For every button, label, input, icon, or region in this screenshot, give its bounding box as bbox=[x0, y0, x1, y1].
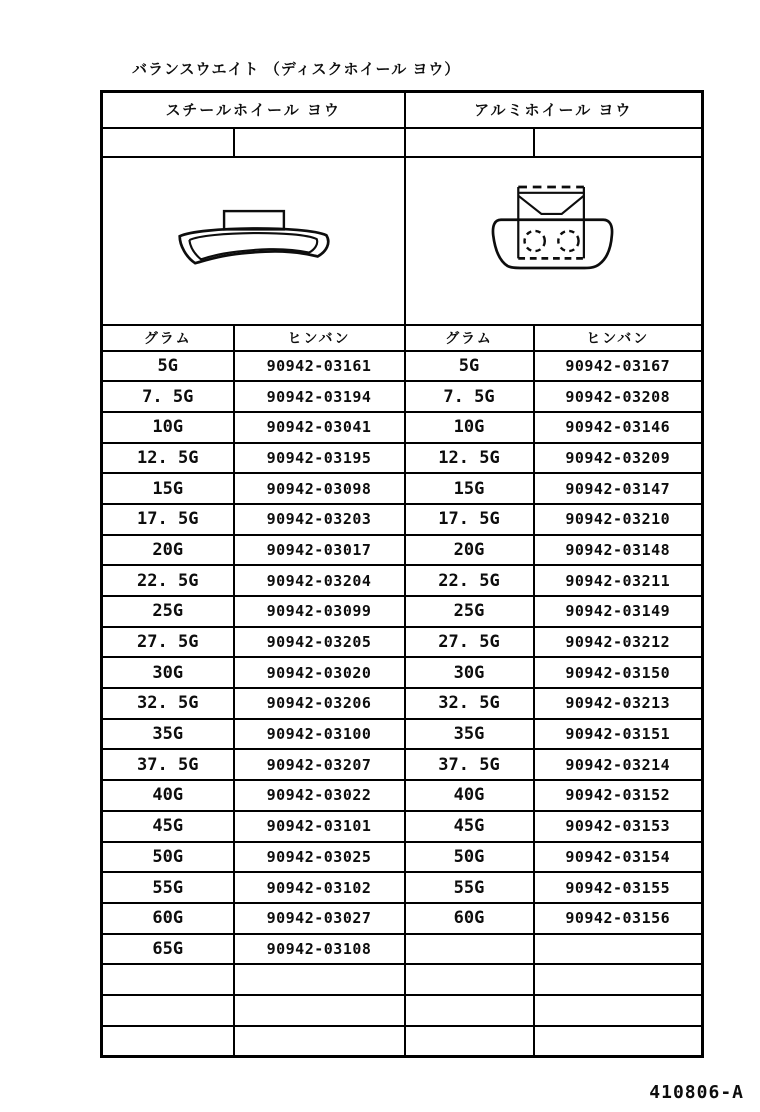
table-body bbox=[102, 351, 703, 1057]
table-row bbox=[102, 443, 703, 474]
grams-cell: 27. 5G bbox=[102, 627, 234, 658]
grams-cell: 32. 5G bbox=[405, 688, 534, 719]
steel-part-number-column-header: ヒンバン bbox=[234, 325, 405, 351]
page-title: バランスウエイト （ディスクホイール ヨウ） bbox=[132, 61, 461, 78]
part-number-cell: 90942-03161 bbox=[234, 351, 405, 382]
part-number-cell: 90942-03147 bbox=[534, 473, 703, 504]
grams-cell: 10G bbox=[102, 412, 234, 443]
group-header-row bbox=[102, 92, 703, 128]
part-number-cell bbox=[534, 934, 703, 965]
part-number-cell bbox=[234, 995, 405, 1026]
aluminum-part-number-column-header: ヒンバン bbox=[534, 325, 703, 351]
part-number-cell: 90942-03027 bbox=[234, 903, 405, 934]
grams-cell: 25G bbox=[405, 596, 534, 627]
part-number-cell bbox=[234, 1026, 405, 1057]
part-number-cell: 90942-03148 bbox=[534, 535, 703, 566]
part-number-cell: 90942-03150 bbox=[534, 657, 703, 688]
grams-cell: 30G bbox=[405, 657, 534, 688]
grams-cell: 12. 5G bbox=[405, 443, 534, 474]
part-number-cell: 90942-03214 bbox=[534, 749, 703, 780]
table-row bbox=[102, 473, 703, 504]
grams-cell: 7. 5G bbox=[102, 381, 234, 412]
grams-cell bbox=[405, 964, 534, 995]
grams-cell bbox=[405, 934, 534, 965]
balance-weight-table bbox=[100, 90, 704, 1058]
part-number-cell bbox=[534, 995, 703, 1026]
table-row bbox=[102, 964, 703, 995]
aluminum-balance-weight-drawing bbox=[406, 159, 701, 323]
table-row bbox=[102, 412, 703, 443]
grams-cell: 37. 5G bbox=[405, 749, 534, 780]
grams-cell: 5G bbox=[102, 351, 234, 382]
grams-cell: 30G bbox=[102, 657, 234, 688]
part-number-cell: 90942-03209 bbox=[534, 443, 703, 474]
table-row bbox=[102, 688, 703, 719]
grams-cell: 25G bbox=[102, 596, 234, 627]
part-number-cell: 90942-03022 bbox=[234, 780, 405, 811]
grams-cell bbox=[102, 995, 234, 1026]
part-number-cell: 90942-03152 bbox=[534, 780, 703, 811]
grams-cell: 35G bbox=[405, 719, 534, 750]
part-number-cell: 90942-03017 bbox=[234, 535, 405, 566]
table-row bbox=[102, 934, 703, 965]
grams-cell: 45G bbox=[405, 811, 534, 842]
table-row bbox=[102, 351, 703, 382]
part-number-cell: 90942-03155 bbox=[534, 872, 703, 903]
grams-cell bbox=[405, 1026, 534, 1057]
table-row bbox=[102, 657, 703, 688]
spacer-cell bbox=[234, 128, 405, 157]
table-row bbox=[102, 842, 703, 873]
table-row bbox=[102, 811, 703, 842]
part-number-cell: 90942-03208 bbox=[534, 381, 703, 412]
part-number-cell: 90942-03210 bbox=[534, 504, 703, 535]
grams-cell: 60G bbox=[405, 903, 534, 934]
column-header-row bbox=[102, 325, 703, 351]
part-number-cell: 90942-03213 bbox=[534, 688, 703, 719]
grams-cell: 15G bbox=[405, 473, 534, 504]
grams-cell: 55G bbox=[405, 872, 534, 903]
grams-cell bbox=[102, 964, 234, 995]
grams-cell bbox=[102, 1026, 234, 1057]
part-number-cell: 90942-03156 bbox=[534, 903, 703, 934]
part-number-cell: 90942-03205 bbox=[234, 627, 405, 658]
table-row bbox=[102, 719, 703, 750]
table-row bbox=[102, 995, 703, 1026]
part-number-cell: 90942-03154 bbox=[534, 842, 703, 873]
spacer-cell bbox=[102, 128, 234, 157]
steel-balance-weight-drawing bbox=[104, 159, 403, 323]
table-row bbox=[102, 381, 703, 412]
figure-code: 410806-A bbox=[649, 1082, 744, 1103]
table-row bbox=[102, 627, 703, 658]
part-number-cell: 90942-03099 bbox=[234, 596, 405, 627]
grams-cell: 10G bbox=[405, 412, 534, 443]
grams-cell: 35G bbox=[102, 719, 234, 750]
part-number-cell: 90942-03207 bbox=[234, 749, 405, 780]
part-number-cell: 90942-03025 bbox=[234, 842, 405, 873]
grams-cell: 50G bbox=[102, 842, 234, 873]
part-number-cell: 90942-03020 bbox=[234, 657, 405, 688]
part-number-cell: 90942-03203 bbox=[234, 504, 405, 535]
part-number-cell: 90942-03102 bbox=[234, 872, 405, 903]
grams-cell: 22. 5G bbox=[102, 565, 234, 596]
grams-cell: 17. 5G bbox=[102, 504, 234, 535]
steel-grams-column-header: グラム bbox=[102, 325, 234, 351]
part-number-cell: 90942-03146 bbox=[534, 412, 703, 443]
part-number-cell: 90942-03151 bbox=[534, 719, 703, 750]
part-number-cell: 90942-03149 bbox=[534, 596, 703, 627]
table-row bbox=[102, 903, 703, 934]
part-number-cell: 90942-03153 bbox=[534, 811, 703, 842]
spacer-cell bbox=[534, 128, 703, 157]
steel-weight-illustration-cell bbox=[102, 157, 405, 325]
grams-cell: 7. 5G bbox=[405, 381, 534, 412]
table-row bbox=[102, 504, 703, 535]
aluminum-grams-column-header: グラム bbox=[405, 325, 534, 351]
grams-cell: 65G bbox=[102, 934, 234, 965]
part-number-cell bbox=[534, 964, 703, 995]
part-number-cell: 90942-03167 bbox=[534, 351, 703, 382]
grams-cell: 37. 5G bbox=[102, 749, 234, 780]
part-number-cell: 90942-03211 bbox=[534, 565, 703, 596]
spacer-cell bbox=[405, 128, 534, 157]
grams-cell: 32. 5G bbox=[102, 688, 234, 719]
aluminum-wheel-header: アルミホイール ヨウ bbox=[405, 92, 703, 128]
part-number-cell: 90942-03101 bbox=[234, 811, 405, 842]
grams-cell: 27. 5G bbox=[405, 627, 534, 658]
grams-cell: 50G bbox=[405, 842, 534, 873]
table-row bbox=[102, 780, 703, 811]
table-row bbox=[102, 535, 703, 566]
table-row bbox=[102, 1026, 703, 1057]
table-row bbox=[102, 565, 703, 596]
part-number-cell bbox=[234, 964, 405, 995]
grams-cell: 45G bbox=[102, 811, 234, 842]
grams-cell: 40G bbox=[102, 780, 234, 811]
part-number-cell: 90942-03206 bbox=[234, 688, 405, 719]
part-number-cell: 90942-03194 bbox=[234, 381, 405, 412]
grams-cell: 22. 5G bbox=[405, 565, 534, 596]
steel-wheel-header: スチールホイール ヨウ bbox=[102, 92, 405, 128]
part-number-cell: 90942-03204 bbox=[234, 565, 405, 596]
part-number-cell: 90942-03041 bbox=[234, 412, 405, 443]
grams-cell: 17. 5G bbox=[405, 504, 534, 535]
grams-cell: 55G bbox=[102, 872, 234, 903]
grams-cell: 60G bbox=[102, 903, 234, 934]
part-number-cell: 90942-03212 bbox=[534, 627, 703, 658]
grams-cell: 20G bbox=[102, 535, 234, 566]
grams-cell bbox=[405, 995, 534, 1026]
part-number-cell bbox=[534, 1026, 703, 1057]
table-row bbox=[102, 749, 703, 780]
spacer-row bbox=[102, 128, 703, 157]
illustration-row bbox=[102, 157, 703, 325]
grams-cell: 20G bbox=[405, 535, 534, 566]
grams-cell: 12. 5G bbox=[102, 443, 234, 474]
part-number-cell: 90942-03100 bbox=[234, 719, 405, 750]
grams-cell: 40G bbox=[405, 780, 534, 811]
table-row bbox=[102, 596, 703, 627]
table-row bbox=[102, 872, 703, 903]
part-number-cell: 90942-03108 bbox=[234, 934, 405, 965]
grams-cell: 5G bbox=[405, 351, 534, 382]
part-number-cell: 90942-03098 bbox=[234, 473, 405, 504]
grams-cell: 15G bbox=[102, 473, 234, 504]
part-number-cell: 90942-03195 bbox=[234, 443, 405, 474]
aluminum-weight-illustration-cell bbox=[405, 157, 703, 325]
